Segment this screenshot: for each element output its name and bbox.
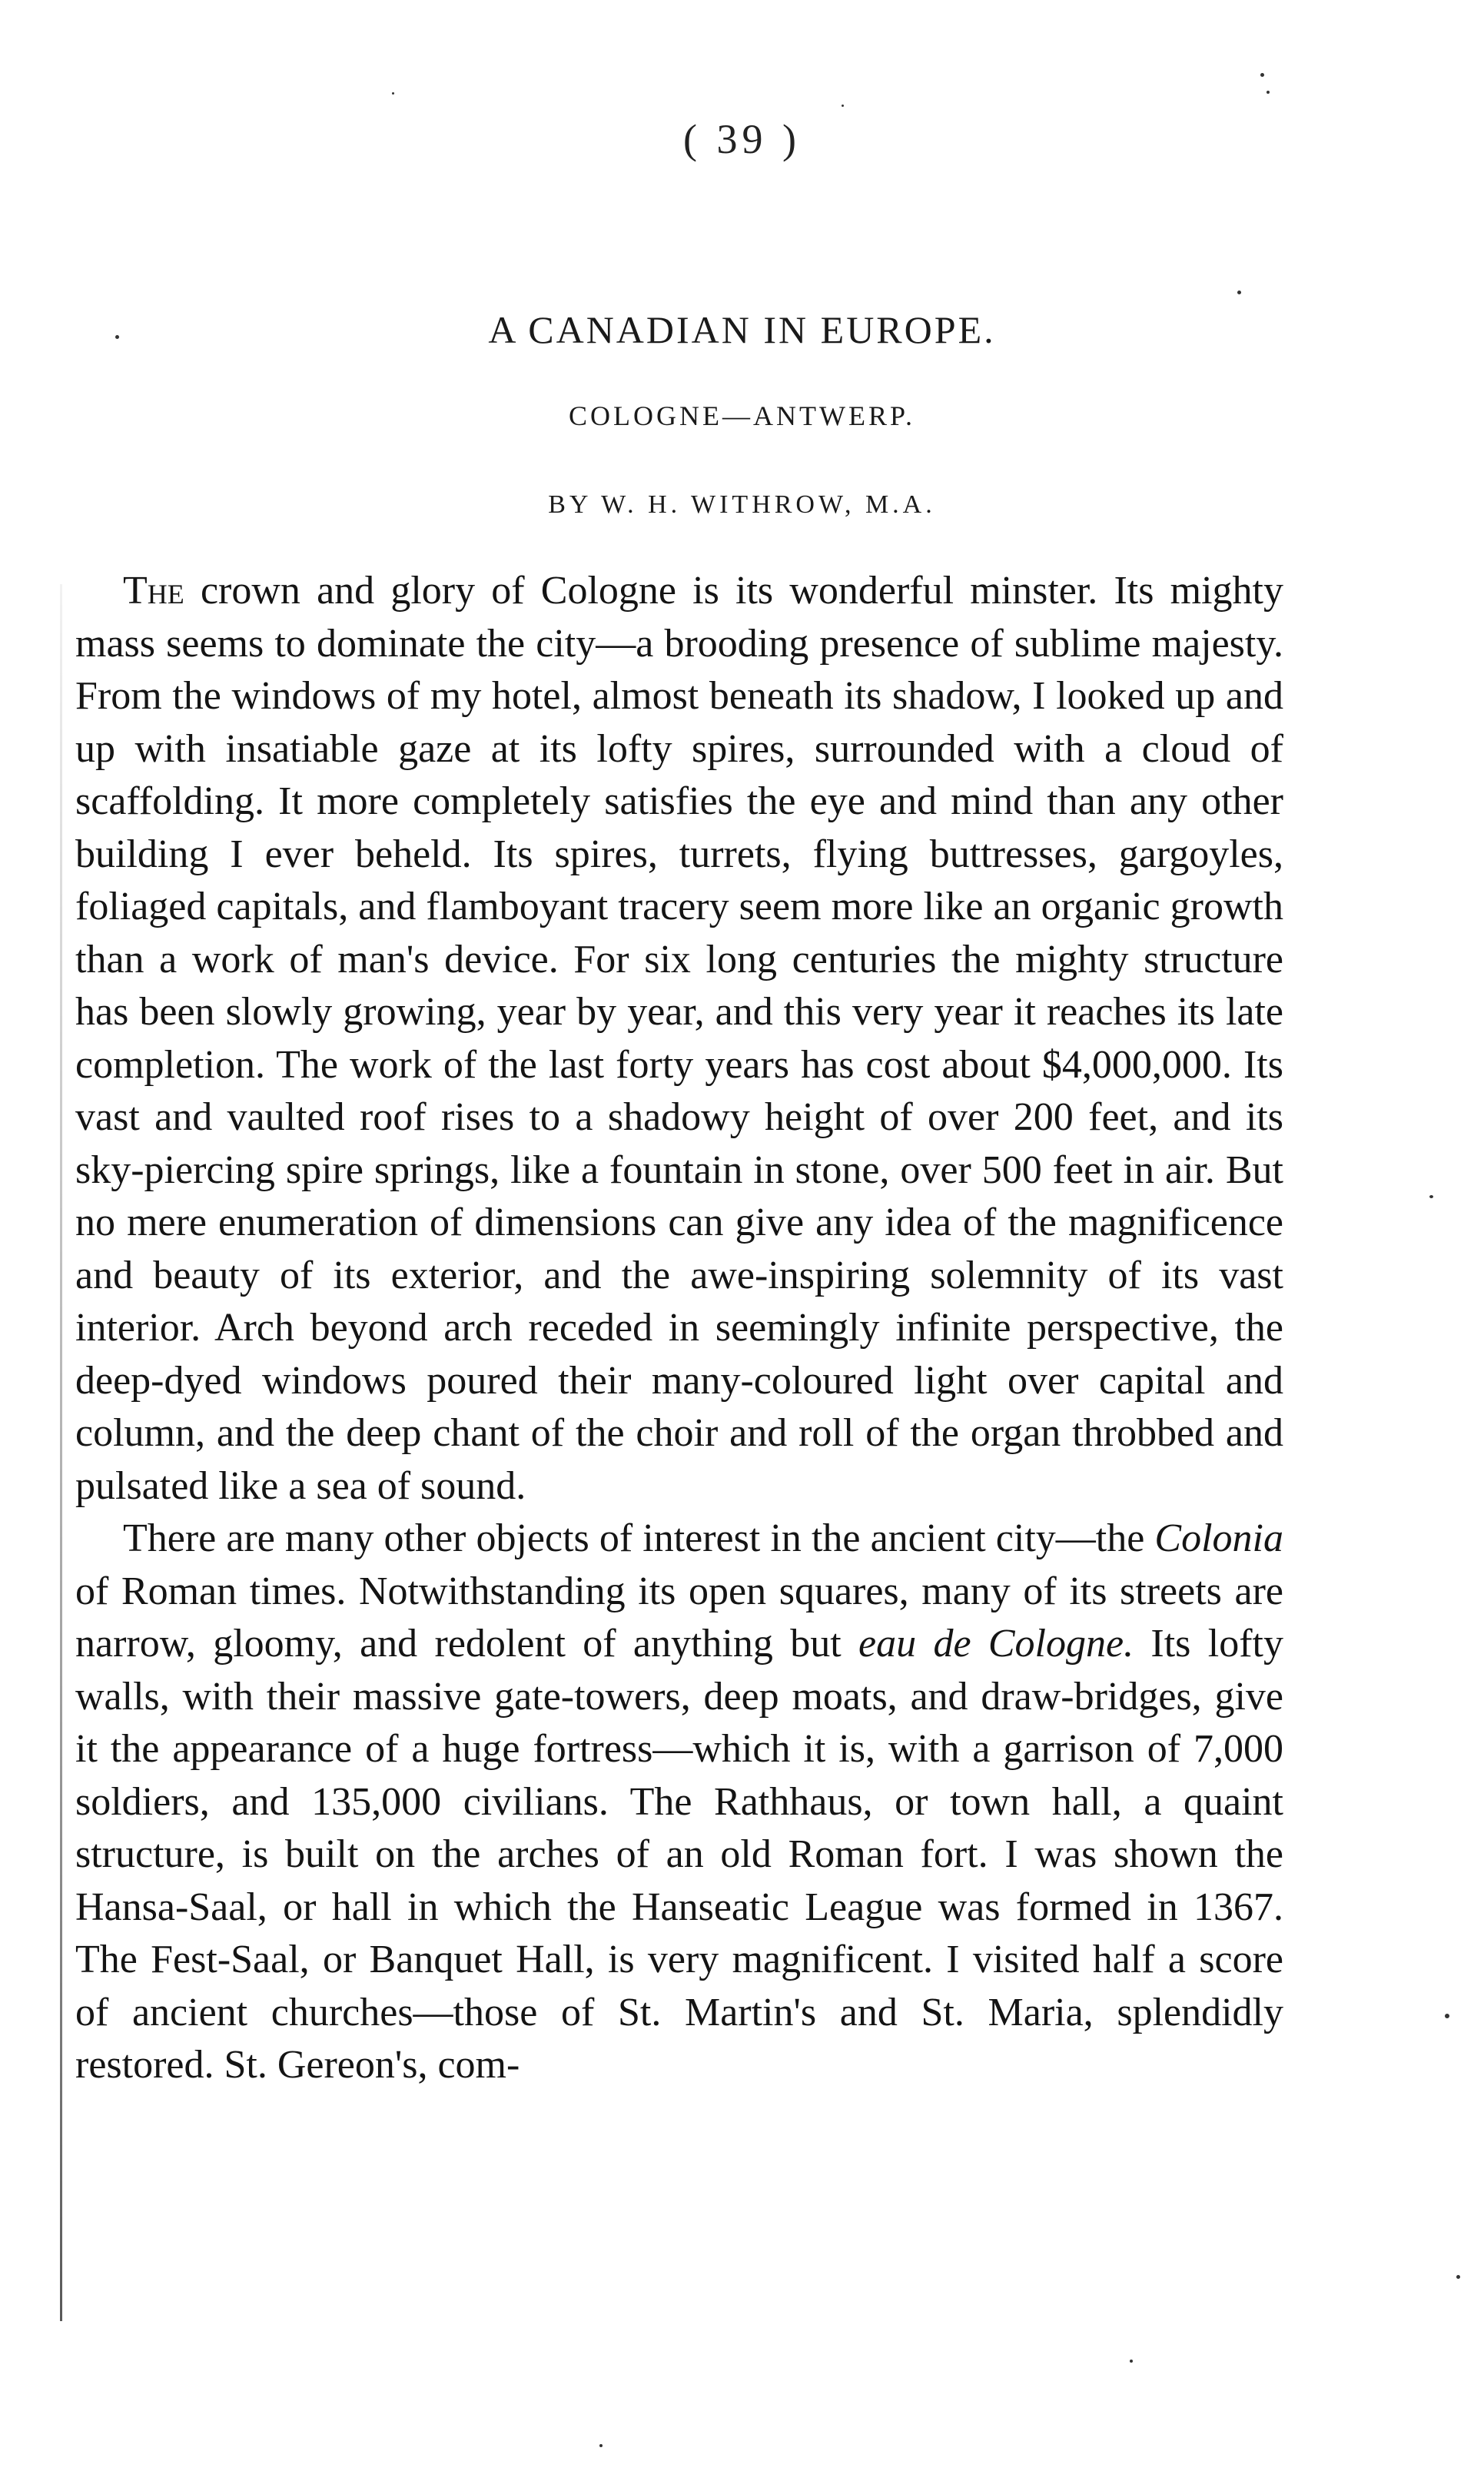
paragraph-1-text: crown and glory of Cologne is its wonderful minster. Its mighty mass seems to dominate the city—a brooding presence of sublime majesty. From the windows of my hotel, almost beneath its shadow, I looked up and up with insatiable gaze at its lofty spires, surrounded with a cloud of scaffolding. It more completely satisfies the eye and mind than any other building I ever beheld. Its spires, turrets, flying buttresses, gargoyles, foliaged capitals, and flamboyant tracery seem more like an organic growth than a work of man's device. For six long centuries the mighty structure has been slowly growing, year by year, and this very year it reaches its late completion. The work of the last forty years has cost about $4,000,000. Its vast and vaulted roof rises to a shadowy height of over 200 feet, and its sky-piercing spire springs, like a fountain in stone, over 500 feet in air. But no mere enumeration of dimensions can give any idea of the magnificence and beauty of its exterior, and the awe-inspiring solemnity of its vast interior. Arch beyond arch receded in seemingly infinite perspective, the deep-dyed windows poured their many-coloured light over capital and column, and the deep chant of the choir and roll of the organ throbbed and pulsated like a sea of sound. xyxy=(75,569,1283,1508)
italic-colonia: Colonia xyxy=(1154,1516,1283,1560)
article-title: A CANADIAN IN EUROPE. xyxy=(488,308,996,351)
binding-edge-shadow xyxy=(60,584,62,2321)
paragraph-2-text-b: of Roman times. Notwithstanding its open squares, many of its streets are narrow, gloomy, and redolent of anything but xyxy=(75,1569,1283,1666)
paragraph-2-text-c: Its lofty walls, with their massive gate-towers, deep moats, and draw-bridges, give it the appearance of a huge fortress—which it is, with a garrison of 7,000 soldiers, and 135,000 civilians. The Rathhaus, or town hall, a quaint structure, is built on the arches of an old Roman fort. I was shown the Hansa-Saal, or hall in which the Hanseatic League was formed in 1367. The Fest-Saal, or Banquet Hall, is very magnificent. I visited half a score of ancient churches—those of St. Martin's and St. Maria, splendidly restored. St. Gereon's, com- xyxy=(75,1622,1283,2087)
paragraph-2 xyxy=(75,1513,1283,2092)
paragraph-2-text-a: There are many other objects of interest in the ancient city—the xyxy=(123,1516,1155,1560)
page-number: ( 39 ) xyxy=(683,116,801,162)
article-subtitle: COLOGNE—ANTWERP. xyxy=(569,400,915,431)
drop-word: The xyxy=(123,569,184,613)
article-body xyxy=(75,565,1283,2092)
italic-eau-de-cologne: eau de Cologne. xyxy=(858,1622,1134,1666)
paragraph-1 xyxy=(75,565,1283,1513)
article-byline: BY W. H. WITHROW, M.A. xyxy=(548,490,936,519)
